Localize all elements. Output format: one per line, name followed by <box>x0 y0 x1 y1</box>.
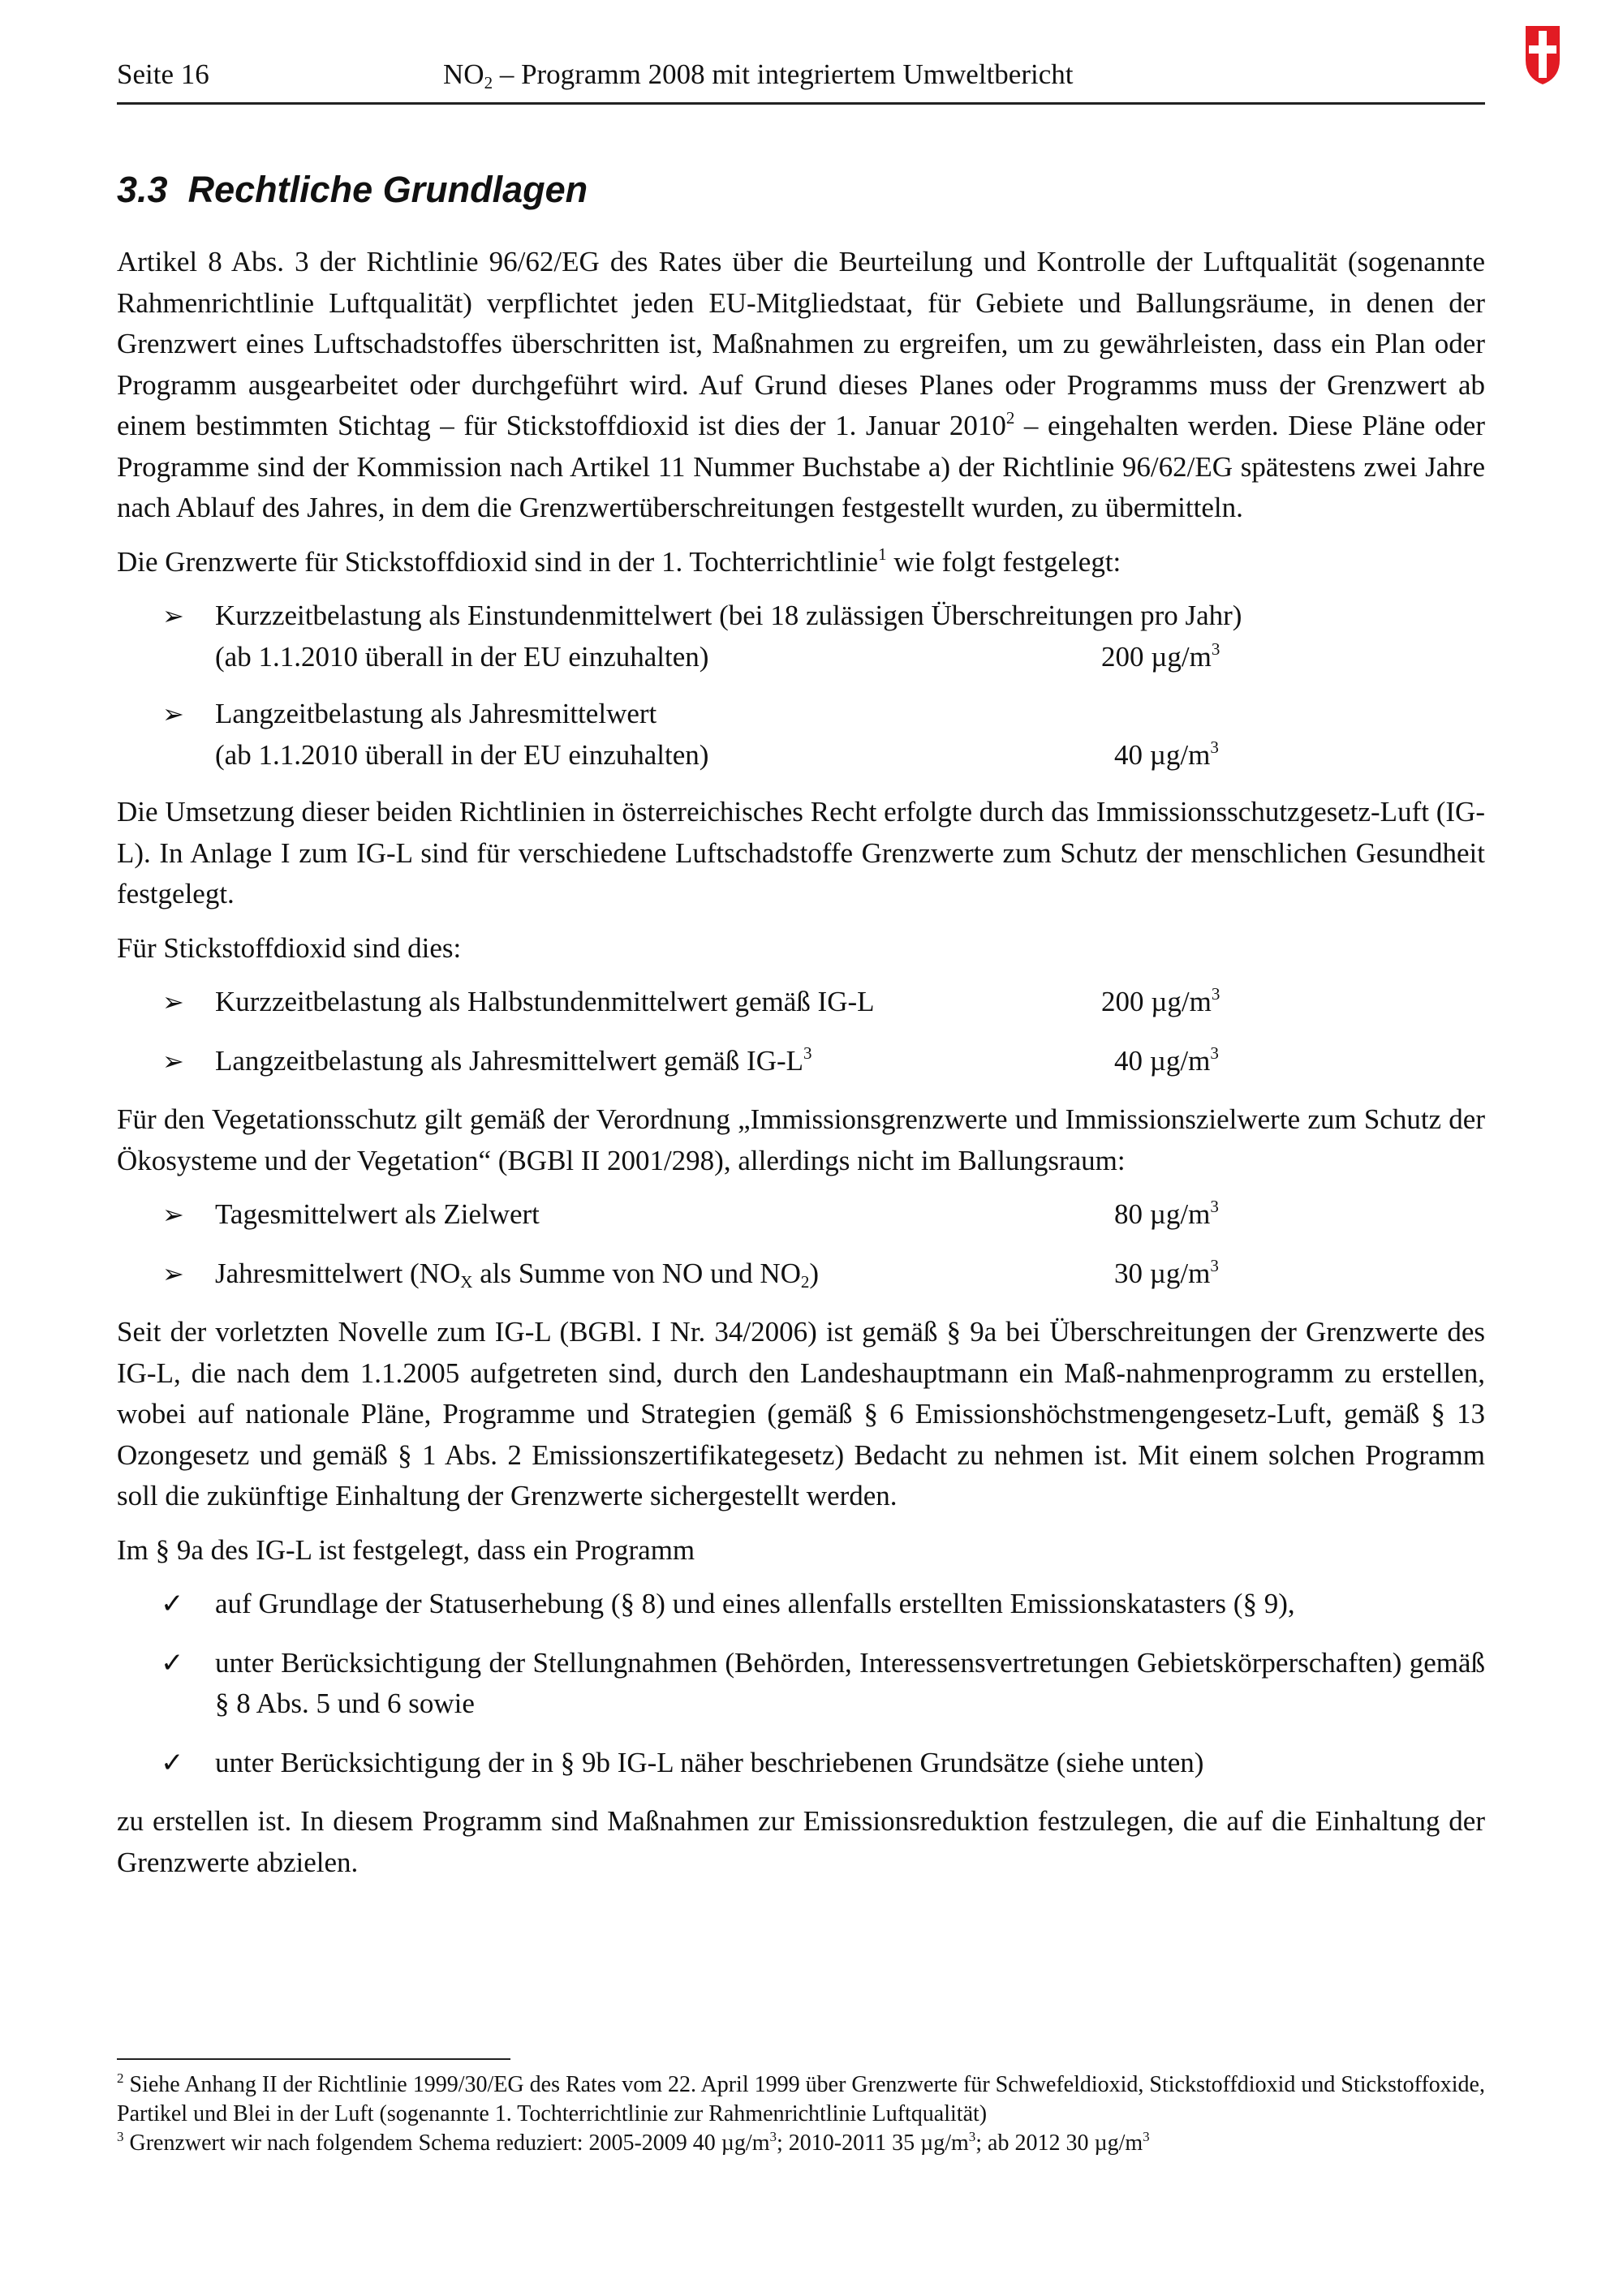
section-title: Rechtliche Grundlagen <box>187 169 588 210</box>
label-part: ) <box>809 1257 820 1289</box>
arrow-bullet-icon: ➢ <box>162 699 184 729</box>
list-item <box>117 595 1485 677</box>
value-exponent: 3 <box>1210 1197 1219 1216</box>
value-text: 200 µg/m <box>1101 986 1212 1017</box>
list-item-value <box>1114 1253 1219 1295</box>
checkmark-icon: ✓ <box>161 1588 184 1620</box>
footnote-exponent: 3 <box>769 2129 777 2144</box>
value-text: 200 µg/m <box>1101 640 1212 673</box>
label-subscript: 2 <box>800 1271 810 1292</box>
list-item-label: Langzeitbelastung als Jahresmittelwert <box>215 698 657 729</box>
list-item <box>117 1743 1485 1784</box>
vegetation-limits-list <box>117 1194 1485 1294</box>
program-requirements-list <box>117 1584 1485 1783</box>
footnote-text: ; ab 2012 30 µg/m <box>975 2130 1143 2156</box>
title-suffix: – Programm 2008 mit integriertem Umweltbericht <box>493 58 1074 90</box>
para1-text-b: – eingehalten werden. Diese Pläne oder Programme sind der Kommission nach Artikel 11 Nummer Buchstabe a) der Richtlinie 96/62/EG spätestens zwei Jahre nach Ablauf des Jahres, in dem die Grenzwertüberschreitungen festgestellt wurden, zu übermitteln. <box>117 410 1486 523</box>
list-item-label: Kurzzeitbelastung als Halbstundenmittelwert gemäß IG-L <box>215 986 875 1017</box>
list-item <box>117 1643 1485 1725</box>
list-item-label: Tagesmittelwert als Zielwert <box>215 1198 540 1230</box>
footnote-text: Grenzwert wir nach folgendem Schema reduziert: 2005-2009 40 µg/m <box>123 2130 770 2156</box>
body-text <box>117 242 1485 1883</box>
list-item-label <box>215 1041 1114 1082</box>
checkmark-icon: ✓ <box>161 1746 184 1779</box>
list-item-value <box>1101 637 1220 678</box>
section-heading <box>117 169 588 211</box>
list-item-note: (ab 1.1.2010 überall in der EU einzuhalten) <box>215 640 709 673</box>
list-item <box>117 982 1485 1023</box>
footnote-separator <box>117 2058 510 2060</box>
list-item-value <box>1101 982 1220 1023</box>
value-exponent: 3 <box>1210 737 1219 757</box>
label-part: Jahresmittelwert (NO <box>215 1257 461 1289</box>
arrow-bullet-icon: ➢ <box>162 1200 184 1229</box>
list-item-value <box>1114 735 1219 776</box>
label-text: Langzeitbelastung als Jahresmittelwert gemäß IG-L <box>215 1044 804 1077</box>
footnote-ref-1: 1 <box>878 544 887 564</box>
label-part: als Summe von NO und NO <box>472 1257 801 1289</box>
list-item-label <box>215 1253 1114 1295</box>
footnote-exponent: 3 <box>1143 2129 1150 2144</box>
value-exponent: 3 <box>1210 1043 1219 1063</box>
title-prefix: NO <box>443 58 484 90</box>
paragraph-5: Für den Vegetationsschutz gilt gemäß der Verordnung „Immissionsgrenzwerte und Immissionszielwerte zum Schutz der Ökosysteme und der Vegetation“ (BGBl II 2001/298), allerdings nicht im Ballungsraum: <box>117 1103 1485 1176</box>
list-item-text: unter Berücksichtigung der Stellungnahmen (Behörden, Interessensvertretungen Gebietskörperschaften) gemäß § 8 Abs. 5 und 6 sowie <box>215 1646 1485 1719</box>
paragraph-6: Seit der vorletzten Novelle zum IG-L (BGBl. I Nr. 34/2006) ist gemäß § 9a bei Überschreitungen der Grenzwerte des IG-L, die nach dem 1.1.2005 aufgetreten sind, durch den Landeshauptmann ein Maß-nahmenprogramm zu erstellen, wobei auf nationale Pläne, Programme und Strategien (gemäß § 6 Emissionshöchstmengengesetz-Luft, gemäß § 13 Ozongesetz und gemäß § 1 Abs. 2 Emissionszertifikategesetz) Bedacht zu nehmen ist. Mit einem solchen Programm soll die zukünftige Einhaltung der Grenzwerte sichergestellt werden. <box>117 1316 1485 1511</box>
para2-text-b: wie folgt festgelegt: <box>886 545 1121 578</box>
footnote-number: 2 <box>117 2070 124 2086</box>
value-text: 30 µg/m <box>1114 1257 1211 1289</box>
list-item-value <box>1114 1194 1219 1236</box>
footnote-ref-2: 2 <box>1005 408 1015 428</box>
list-item-text: auf Grundlage der Statuserhebung (§ 8) und eines allenfalls erstellten Emissionskatasters (§ 9), <box>215 1588 1295 1619</box>
vienna-coat-of-arms-icon <box>1524 24 1561 86</box>
checkmark-icon: ✓ <box>161 1646 184 1679</box>
arrow-bullet-icon: ➢ <box>162 601 184 630</box>
paragraph-3: Die Umsetzung dieser beiden Richtlinien in österreichisches Recht erfolgte durch das Immissionsschutzgesetz-Luft (IG-L). In Anlage I zum IG-L sind für verschiedene Luftschadstoffe Grenzwerte zum Schutz der menschlichen Gesundheit festgelegt. <box>117 796 1485 909</box>
document-title <box>443 58 1073 91</box>
paragraph-2 <box>117 542 1485 583</box>
title-subscript: 2 <box>484 73 493 92</box>
list-item <box>117 1194 1485 1236</box>
value-text: 40 µg/m <box>1114 738 1211 771</box>
igl-limits-list <box>117 982 1485 1081</box>
list-item <box>117 1041 1485 1082</box>
footnote-exponent: 3 <box>968 2129 976 2144</box>
list-item-note: (ab 1.1.2010 überall in der EU einzuhalten) <box>215 738 709 771</box>
value-exponent: 3 <box>1210 1255 1219 1275</box>
value-text: 40 µg/m <box>1114 1044 1211 1077</box>
eu-limits-list <box>117 595 1485 776</box>
page-header <box>117 57 1485 105</box>
list-item-text: unter Berücksichtigung der in § 9b IG-L näher beschriebenen Grundsätze (siehe unten) <box>215 1746 1204 1778</box>
value-text: 80 µg/m <box>1114 1198 1211 1230</box>
section-number: 3.3 <box>117 169 168 210</box>
paragraph-4: Für Stickstoffdioxid sind dies: <box>117 931 462 964</box>
arrow-bullet-icon: ➢ <box>162 1258 184 1288</box>
list-item <box>117 1584 1485 1625</box>
para2-text-a: Die Grenzwerte für Stickstoffdioxid sind in der 1. Tochterrichtlinie <box>117 545 879 578</box>
arrow-bullet-icon: ➢ <box>162 987 184 1017</box>
footnote-text: Siehe Anhang II der Richtlinie 1999/30/EG des Rates vom 22. April 1999 über Grenzwerte für Schwefeldioxid, Stickstoffdioxid und Stickstoffoxide, Partikel und Blei in der Luft (sogenannte 1. Tochterrichtlinie zur Rahmenrichtlinie Luftqualität) <box>117 2072 1485 2126</box>
list-item-value <box>1114 1041 1219 1082</box>
footnote-ref-3: 3 <box>803 1043 812 1063</box>
paragraph-1 <box>117 242 1485 529</box>
list-item <box>117 1253 1485 1295</box>
label-subscript: X <box>460 1271 473 1292</box>
para1-text-a: Artikel 8 Abs. 3 der Richtlinie 96/62/EG des Rates über die Beurteilung und Kontrolle der Luftqualität (sogenannte Rahmenrichtlinie Luftqualität) verpflichtet jeden EU-Mitgliedstaat, für Gebiete und Ballungsräume, in denen der Grenzwert eines Luftschadstoffes überschritten ist, Maßnahmen zu ergreifen, um zu gewährleisten, dass ein Plan oder Programm ausgearbeitet oder durchgeführt wird. Auf Grund dieses Planes oder Programms muss der Grenzwert ab einem bestimmten Stichtag – für Stickstoffdioxid ist dies der 1. Januar 2010 <box>117 246 1485 441</box>
arrow-bullet-icon: ➢ <box>162 1046 184 1076</box>
footnote-2 <box>117 2070 1485 2129</box>
footnote-number: 3 <box>117 2129 124 2144</box>
footnote-text: ; 2010-2011 35 µg/m <box>777 2130 969 2156</box>
value-exponent: 3 <box>1211 638 1220 659</box>
page-number: Seite 16 <box>117 58 209 90</box>
footnote-3 <box>117 2129 1485 2158</box>
list-item-label: Kurzzeitbelastung als Einstundenmittelwert (bei 18 zulässigen Überschreitungen pro Jahr) <box>215 600 1242 631</box>
list-item <box>117 694 1485 776</box>
paragraph-7: Im § 9a des IG-L ist festgelegt, dass ein Programm <box>117 1533 695 1566</box>
paragraph-8: zu erstellen ist. In diesem Programm sind Maßnahmen zur Emissionsreduktion festzulegen, die auf die Einhaltung der Grenzwerte abzielen. <box>117 1805 1485 1878</box>
value-exponent: 3 <box>1211 984 1220 1004</box>
